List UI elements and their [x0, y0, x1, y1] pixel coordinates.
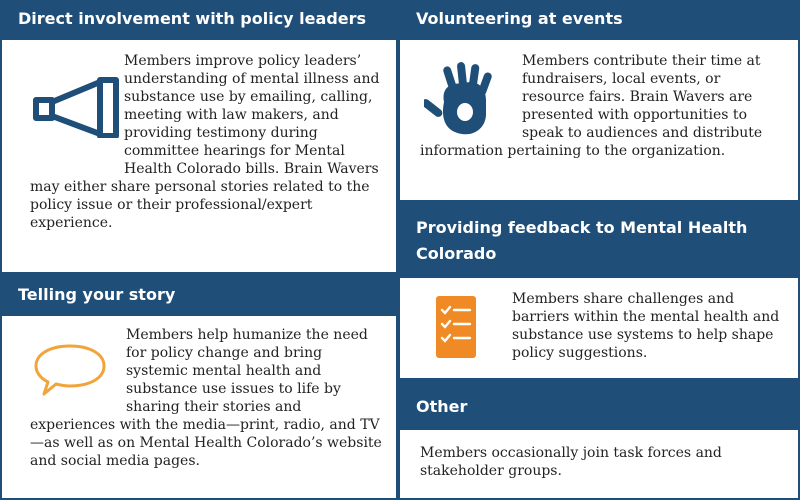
checklist-icon	[436, 296, 512, 366]
hand-icon	[420, 62, 522, 142]
volunteer-section-body: Members contribute their time at fundraisers, local events, or resource fairs. Brain Wavers are presented with opportunities to speak to audiences and distribute information pertaining to the organization.	[420, 53, 763, 159]
feedback-section-body: Members share challenges and barriers within the mental health and substance use systems to help shape policy suggestions.	[512, 291, 780, 361]
policy-section-card	[0, 38, 398, 274]
story-section-body: Members help humanize the need for policy change and bring systemic mental health and substance use issues to life by sharing their stories and experiences with the media—print, radio, and TV—as well as on Mental Health Colorado’s website and social media pages.	[30, 327, 382, 469]
volunteer-section-header	[398, 6, 800, 36]
policy-section-body: Members improve policy leaders’ understanding of mental illness and substance use by emailing, calling, meeting with law makers, and providing testimony during committee hearings for Mental Health Colorado bills. Brain Wavers may either share personal stories related to the policy issue or their professional/expert experience.	[30, 53, 380, 231]
other-section-body: Members occasionally join task forces and stakeholder groups.	[420, 445, 722, 479]
other-section-card	[398, 428, 800, 500]
policy-section-header	[0, 6, 398, 36]
story-section-card	[0, 314, 398, 500]
volunteer-section-card	[398, 38, 800, 202]
policy-section-title: Direct involvement with policy leaders	[18, 9, 367, 28]
feedback-section-card	[398, 276, 800, 380]
speech-bubble-icon	[30, 340, 126, 414]
other-section-title: Other	[416, 397, 468, 416]
story-section-title: Telling your story	[18, 285, 176, 304]
volunteer-section-title: Volunteering at events	[416, 9, 623, 28]
feedback-section-header	[398, 212, 800, 268]
other-section-header	[398, 394, 800, 424]
story-section-header	[0, 282, 398, 312]
feedback-section-title: Providing feedback to Mental Health Colorado	[416, 218, 748, 263]
megaphone-icon	[30, 68, 124, 168]
